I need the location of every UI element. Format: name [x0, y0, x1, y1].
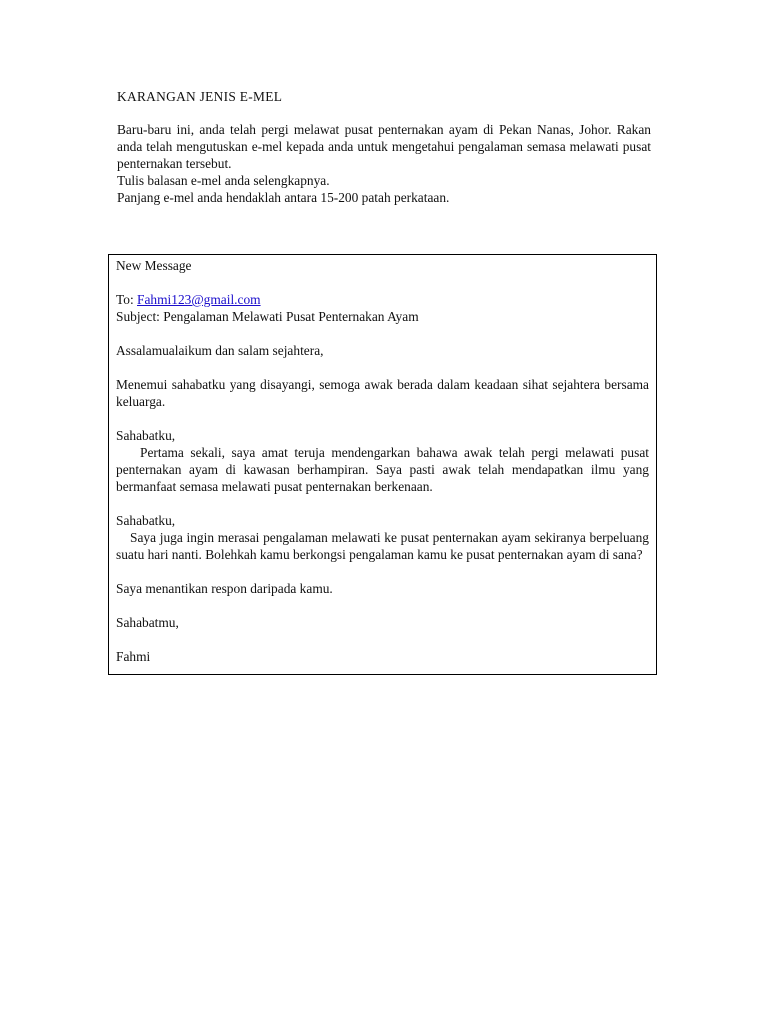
- spacer: [116, 495, 649, 512]
- spacer: [116, 597, 649, 614]
- spacer: [116, 325, 649, 342]
- email-greeting: Assalamualaikum dan salam sejahtera,: [116, 343, 324, 358]
- email-sender: Fahmi: [116, 649, 151, 664]
- recipient-email-link[interactable]: Fahmi123@gmail.com: [137, 292, 261, 307]
- spacer: [116, 274, 649, 291]
- instruction-scenario: Baru-baru ini, anda telah pergi melawat pusat penternakan ayam di Pekan Nanas, Johor. Rakan anda telah mengutuskan e-mel kepada anda untuk mengetahui pengalaman semasa melawati pusat penternakan tersebut.: [117, 122, 651, 171]
- paragraph-2-text: Saya juga ingin merasai pengalaman melawati ke pusat penternakan ayam sekiranya berpeluang suatu hari nanti. Bolehkah kamu berkongsi pengalaman kamu ke pusat penternakan ayam di sana?: [116, 530, 649, 562]
- email-opening: Menemui sahabatku yang disayangi, semoga awak berada dalam keadaan sihat sejahtera bersama keluarga.: [116, 377, 649, 409]
- instructions: [117, 121, 651, 206]
- email-salutation-1: Sahabatku,: [116, 428, 176, 443]
- instruction-length: Panjang e-mel anda hendaklah antara 15-200 patah perkataan.: [117, 190, 450, 205]
- spacer: [116, 631, 649, 648]
- email-to-line: [116, 291, 649, 308]
- email-paragraph-1: [116, 444, 649, 495]
- email-salutation-2: Sahabatku,: [116, 513, 176, 528]
- page-title: KARANGAN JENIS E-MEL: [117, 89, 283, 104]
- spacer: [116, 410, 649, 427]
- email-closing-line: Saya menantikan respon daripada kamu.: [116, 581, 333, 596]
- paragraph-1-text: Pertama sekali, saya amat teruja mendengarkan bahawa awak telah pergi melawati pusat penternakan ayam di kawasan berhampiran. Saya pasti awak telah mendapatkan ilmu yang bermanfaat semasa melawati pusat penternakan berkenaan.: [116, 445, 649, 494]
- email-message-box: [108, 254, 657, 675]
- email-signoff: Sahabatmu,: [116, 615, 179, 630]
- subject-text: Pengalaman Melawati Pusat Penternakan Ayam: [163, 309, 419, 324]
- email-subject-line: [116, 308, 649, 325]
- to-label: To:: [116, 292, 134, 307]
- instruction-task: Tulis balasan e-mel anda selengkapnya.: [117, 173, 330, 188]
- email-header: New Message: [116, 258, 192, 273]
- email-paragraph-2: [116, 529, 649, 563]
- spacer: [116, 359, 649, 376]
- subject-label: Subject:: [116, 309, 160, 324]
- spacer: [116, 563, 649, 580]
